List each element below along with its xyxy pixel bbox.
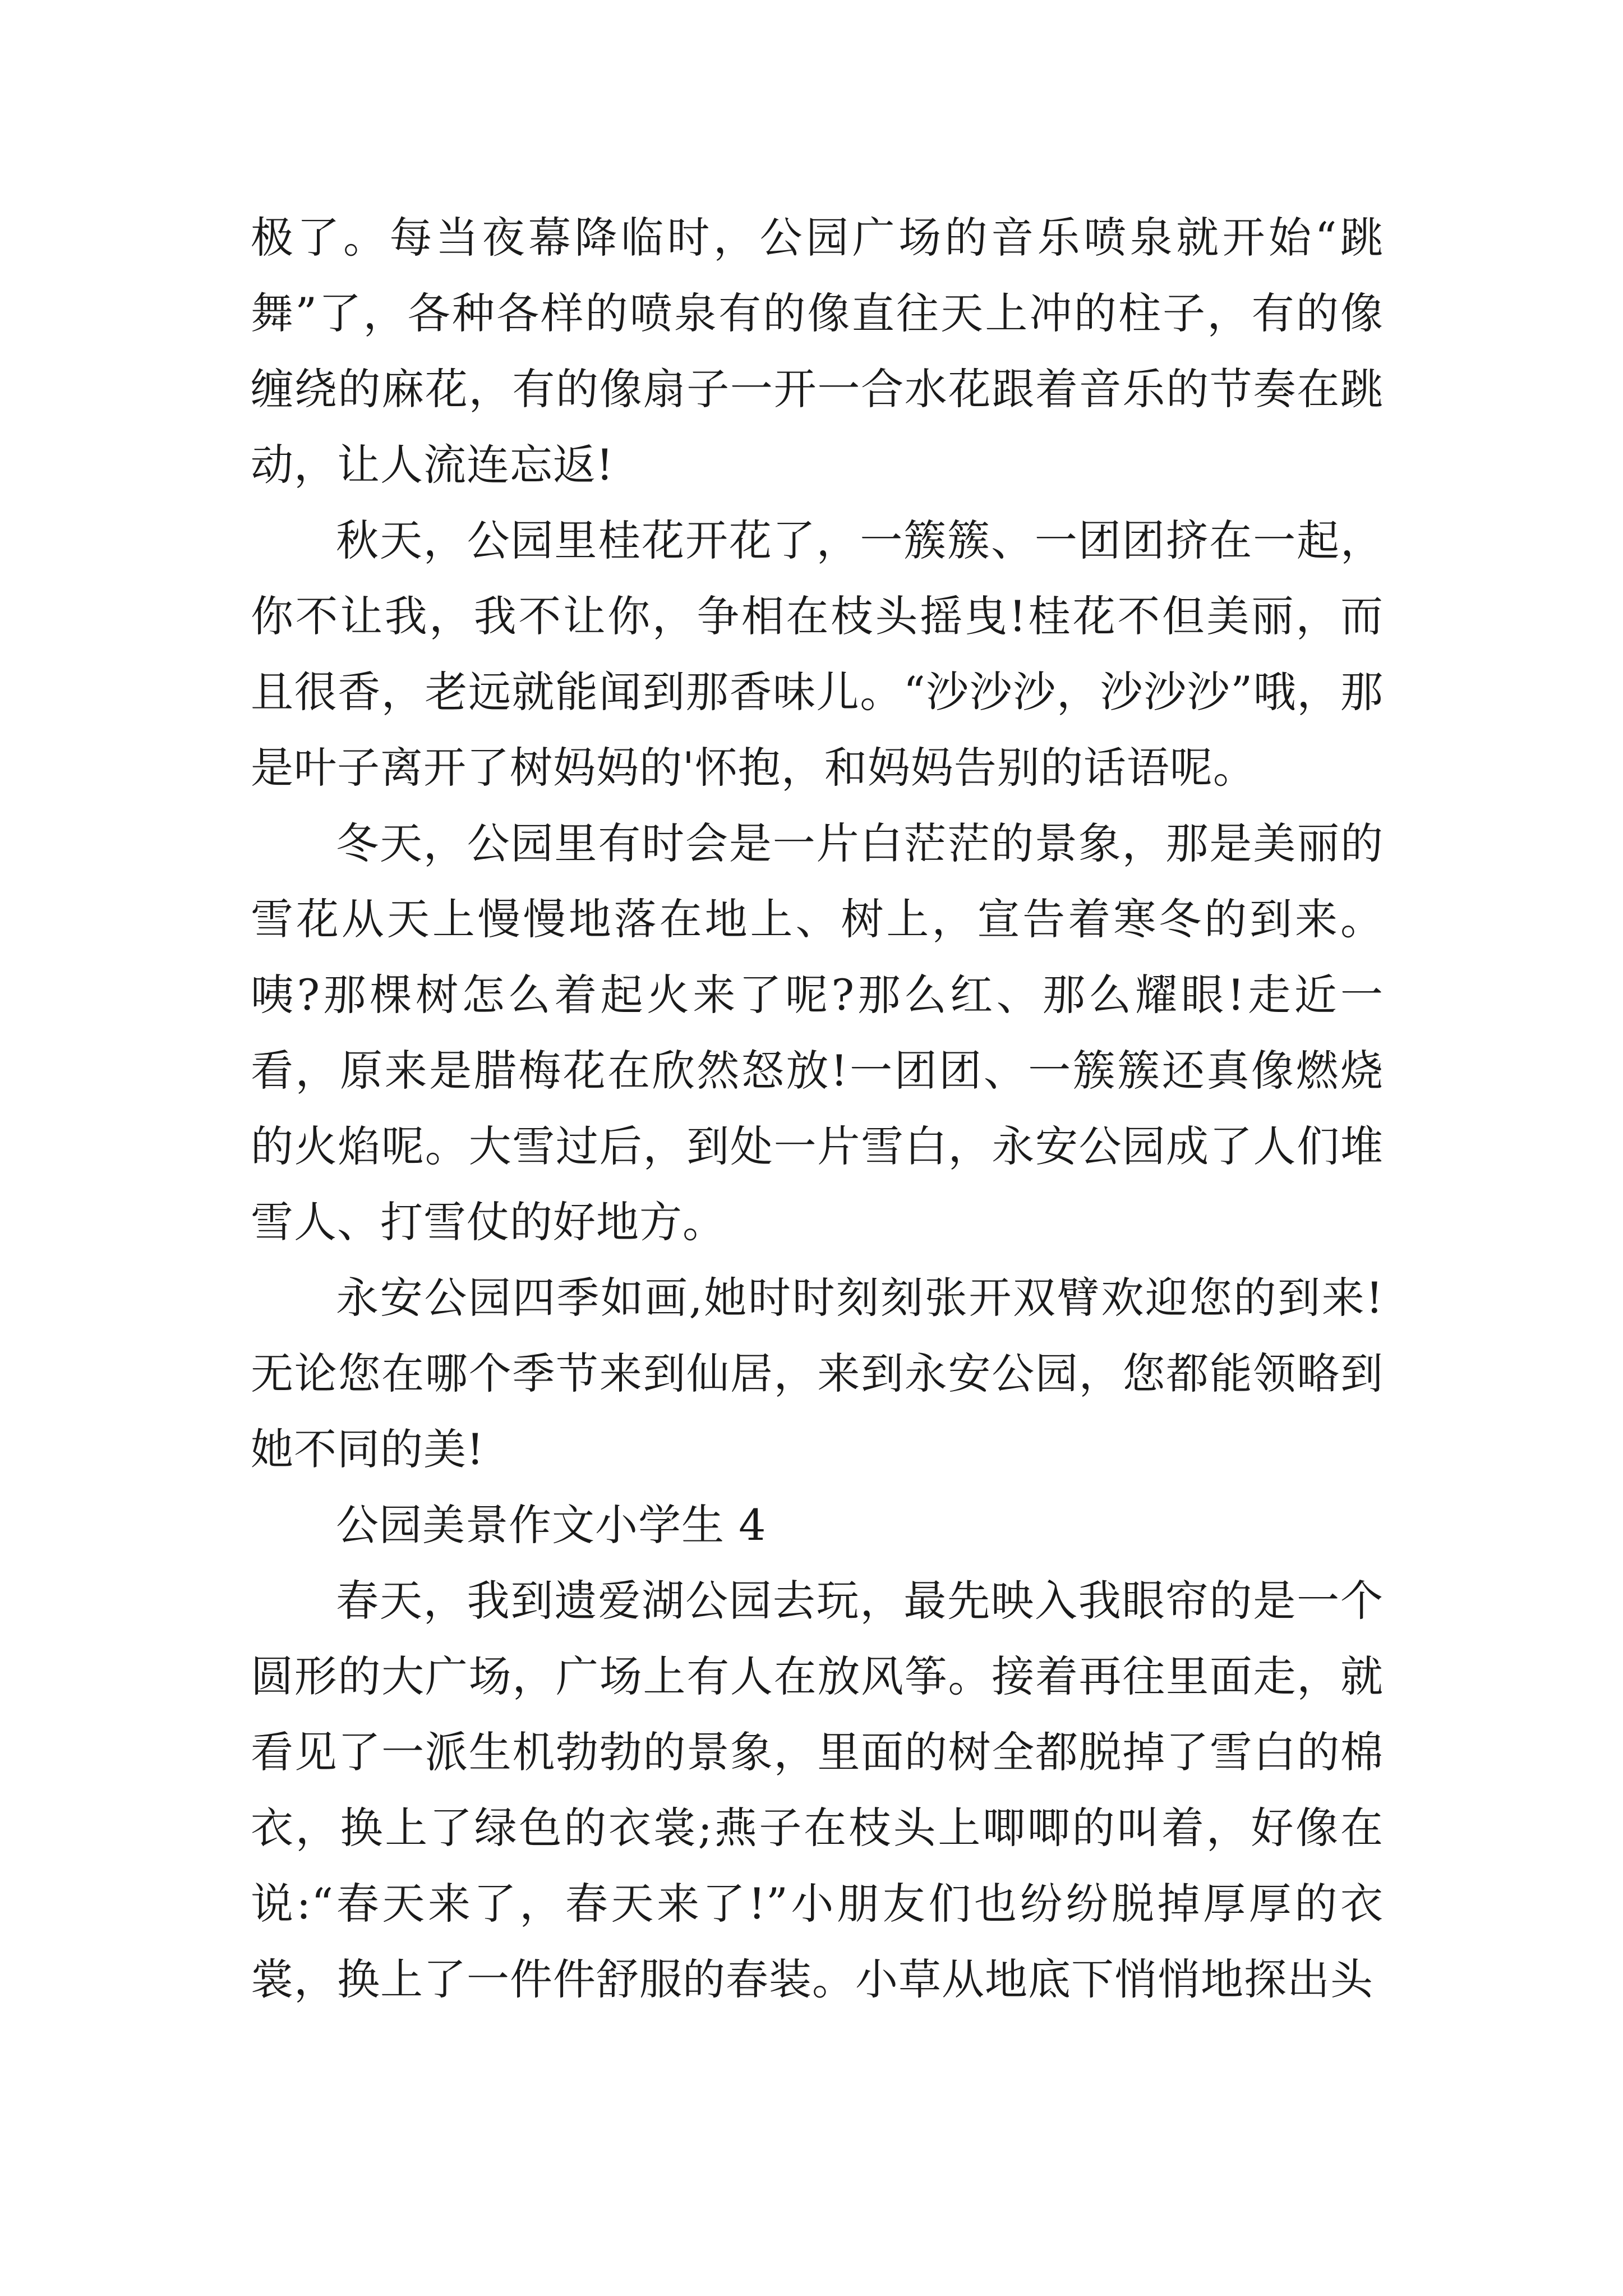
paragraph-spring: 春天，我到遗爱湖公园去玩，最先映入我眼帘的是一个圆形的大广场，广场上有人在放风筝。接着再往里面走，就看见了一派生机勃勃的景象，里面的树全都脱掉了雪白的棉衣，换上了绿色的衣裳;燕子在枝头上唧唧的叫着，好像在说:“春天来了，春天来了!”小朋友们也纷纷脱掉厚厚的衣裳，换上了一件件舒服的春装。小草从地底下悄悄地探出头	[251, 1576, 1384, 2004]
paragraph-summary: 永安公园四季如画,她时时刻刻张开双臂欢迎您的到来!无论您在哪个季节来到仙居，来到永安公园，您都能领略到她不同的美!	[251, 1273, 1384, 1474]
paragraph-winter: 冬天，公园里有时会是一片白茫茫的景象，那是美丽的雪花从天上慢慢地落在地上、树上，宣告着寒冬的到来。咦?那棵树怎么着起火来了呢?那么红、那么耀眼!走近一看，原来是腊梅花在欣然怒放!一团团、一簇簇还真像燃烧的火焰呢。大雪过后，到处一片雪白，永安公园成了人们堆雪人、打雪仗的好地方。	[251, 818, 1384, 1247]
paragraph-autumn: 秋天，公园里桂花开花了，一簇簇、一团团挤在一起，你不让我，我不让你，争相在枝头摇曳!桂花不但美丽，而且很香，老远就能闻到那香味儿。“沙沙沙，沙沙沙”哦，那是叶子离开了树妈妈的'怀抱，和妈妈告别的话语呢。	[251, 516, 1384, 793]
section-heading: 公园美景作文小学生 4	[336, 1500, 767, 1550]
paragraph-fountain: 极了。每当夜幕降临时，公园广场的音乐喷泉就开始“跳舞”了，各种各样的喷泉有的像直往天上冲的柱子，有的像缠绕的麻花，有的像扇子一开一合水花跟着音乐的节奏在跳动，让人流连忘返!	[251, 213, 1384, 490]
document-body	[251, 200, 1384, 2017]
